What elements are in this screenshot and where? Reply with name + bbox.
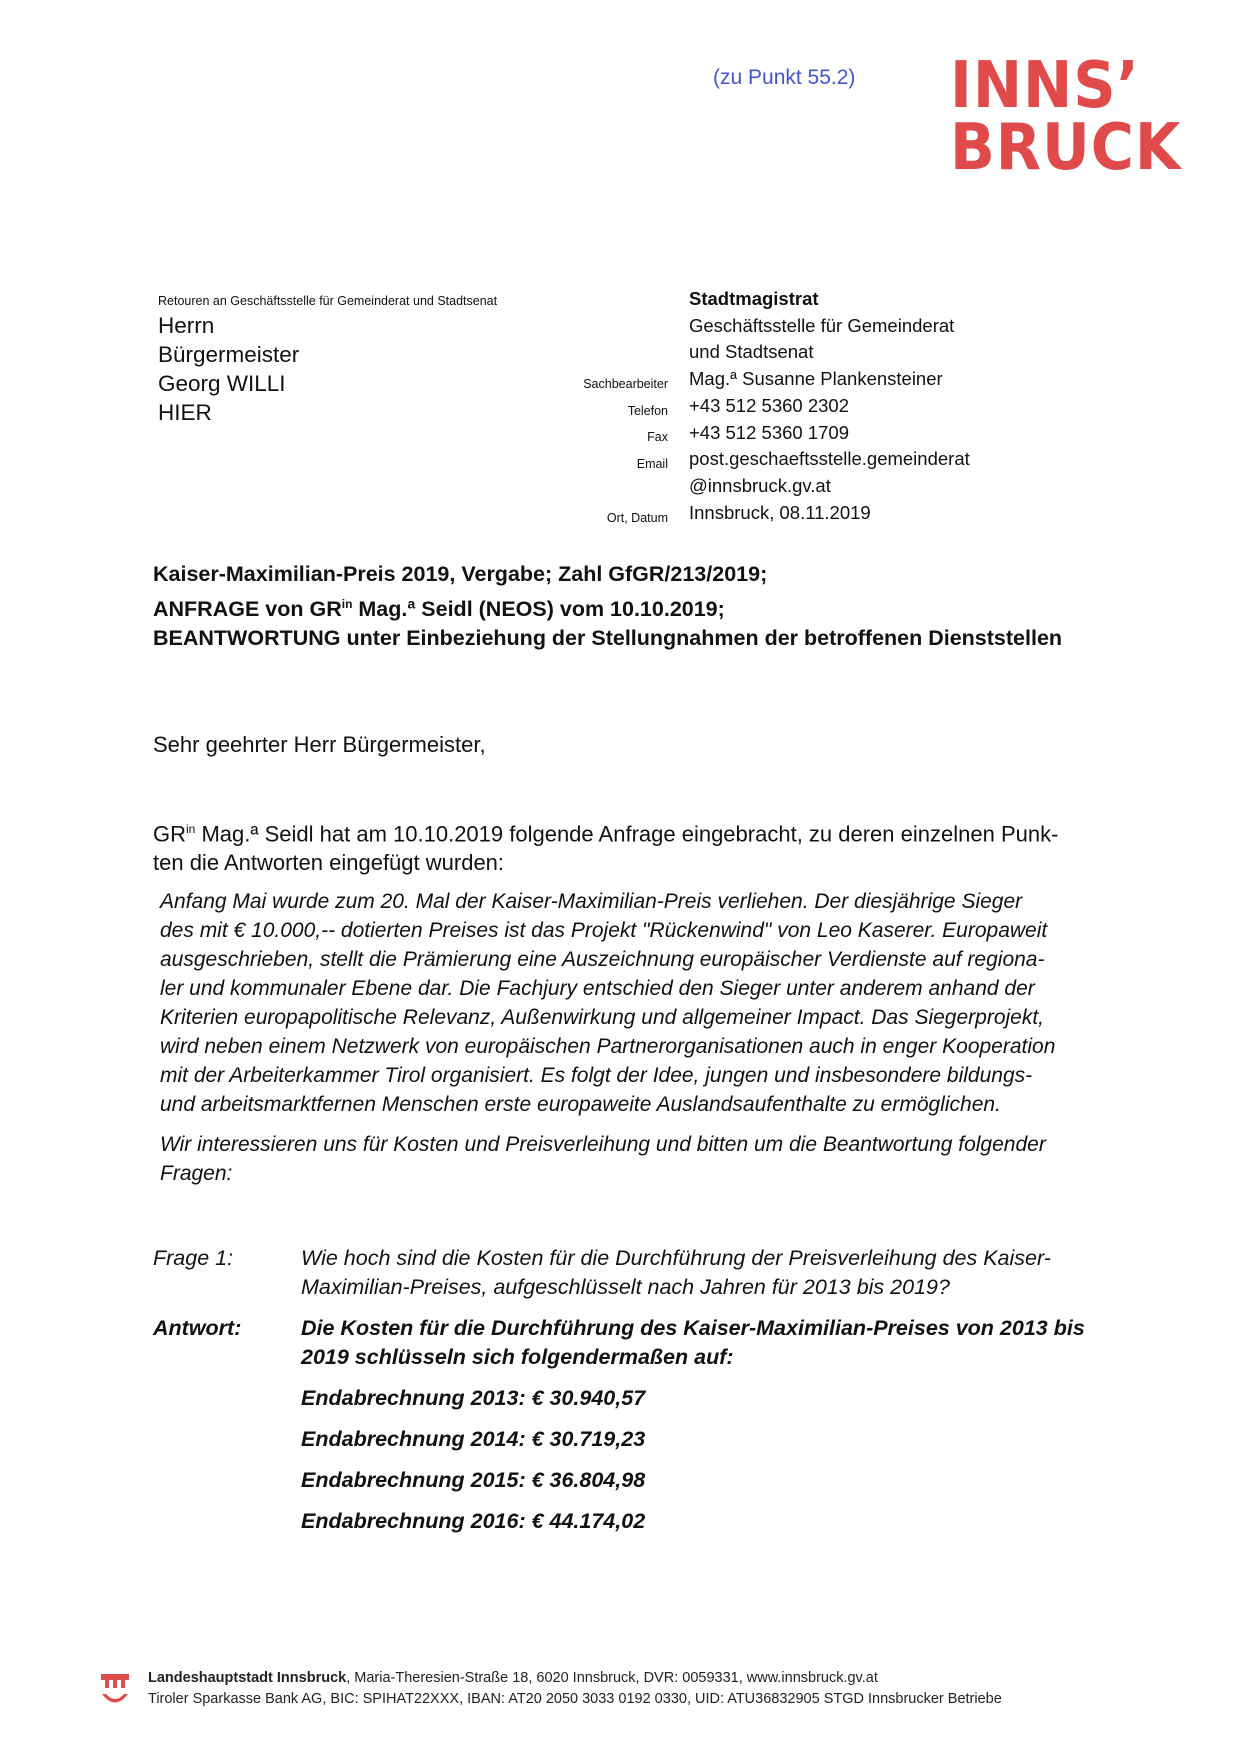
recipient-line: Herrn <box>158 313 215 338</box>
intro-line: ten die Antworten eingefügt wurden: <box>153 850 505 876</box>
quote-paragraph: Anfang Mai wurde zum 20. Mal der Kaiser-Maximilian-Preis verliehen. Der diesjährige Sieger des mit € 10.000,-- dotierten Preises ist das Projekt "Rückenwind" von Leo Kaserer. Europaweit ausgeschrieben, stellt die Prämierung eine Auszeichnung europäischer Verdienste auf regiona- ler und kommunaler Ebene dar. Die Fachjury entschied den Sieger unter anderem anhand der Kriterien europapolitische Relevanz, Außenwirkung und allgemeiner Impact. Das Siegerprojekt, wird neben einem Netzwerk von europäischen Partnerorganisationen auch in enger Kooperation mit der Arbeiterkammer Tirol organisiert. Es folgt der Idee, jungen und insbesondere bildungs- und arbeitsmarktfernen Menschen erste europaweite Auslandsaufenthalte zu ermöglichen. <box>160 890 1056 1116</box>
cost-line: Endabrechnung 2013: € 30.940,57 <box>301 1386 646 1410</box>
intro-paragraph <box>153 815 1133 877</box>
sender-label: Ort, Datum <box>606 510 668 525</box>
recipient-line: Bürgermeister <box>158 342 300 367</box>
inquiry-quote <box>160 887 1150 1199</box>
question-text: Wie hoch sind die Kosten für die Durchführung der Preisverleihung des Kaiser- Maximilian-Preises, aufgeschlüsselt nach Jahren für 2013 bis 2019? <box>301 1246 1051 1299</box>
subject-line: ANFRAGE von $GR^{in}$ Mag.ª Seidl (NEOS) vom 10.10.2019; <box>153 596 725 621</box>
sender-label: Fax <box>647 430 668 445</box>
recipient-line: HIER <box>158 400 212 425</box>
answer-row <box>153 1314 1153 1372</box>
salutation: Sehr geehrter Herr Bürgermeister, <box>153 732 486 757</box>
reference-note: (zu Punkt 55.2) <box>713 66 856 89</box>
quote-paragraph: Wir interessieren uns für Kosten und Preisverleihung und bitten um die Beantwortung folgender Fragen: <box>160 1133 1046 1185</box>
sender-department: Geschäftsstelle für Gemeinderat <box>689 314 955 336</box>
return-address-line: Retouren an Geschäftsstelle für Gemeinderat und Stadtsenat <box>158 294 498 308</box>
footer-line-2: Tiroler Sparkasse Bank AG, BIC: SPIHAT22XXX, IBAN: AT20 2050 3033 0192 0330, UID: ATU36832905 STGD Innsbrucker Betriebe <box>100 1689 1002 1710</box>
footer <box>100 1668 1002 1710</box>
answer-text: Die Kosten für die Durchführung des Kaiser-Maximilian-Preises von 2013 bis 2019 schlüsseln sich folgendermaßen auf: <box>301 1316 1085 1369</box>
question-row <box>153 1244 1153 1302</box>
intro-line: $GR^{in}$ Mag.ª Seidl hat am 10.10.2019 folgende Anfrage eingebracht, zu deren einzelnen Punk- <box>153 821 1059 847</box>
sender-labels <box>480 371 668 531</box>
sender-fax: +43 512 5360 1709 <box>689 421 849 443</box>
subject-line: BEANTWORTUNG unter Einbeziehung der Stellungnahmen der betroffenen Dienststellen <box>153 626 1063 651</box>
sender-phone: +43 512 5360 2302 <box>689 394 849 416</box>
sender-place-date: Innsbruck, 08.11.2019 <box>689 501 871 523</box>
subject-line: Kaiser-Maximilian-Preis 2019, Vergabe; Zahl GfGR/213/2019; <box>153 562 768 586</box>
footer-line-1: Landeshauptstadt Innsbruck , Maria-Theresien-Straße 18, 6020 Innsbruck, DVR: 0059331, www.innsbruck.gv.at <box>100 1668 1002 1689</box>
logo-line-2: BRUCK <box>950 111 1182 185</box>
sender-label <box>480 478 668 505</box>
sender-department: und Stadtsenat <box>689 341 814 363</box>
sender-email: post.geschaeftsstelle.gemeinderat <box>689 448 970 470</box>
bank-emblem-icon <box>100 1691 130 1709</box>
cost-line: Endabrechnung 2016: € 44.174,02 <box>301 1509 646 1533</box>
city-emblem-icon <box>100 1670 130 1688</box>
recipient-block <box>158 311 299 427</box>
sender-clerk: Mag.ª Susanne Plankensteiner <box>689 368 943 390</box>
cost-line: Endabrechnung 2014: € 30.719,23 <box>301 1427 646 1451</box>
sender-email-domain: @innsbruck.gv.at <box>689 474 831 496</box>
subject-block <box>153 560 1062 654</box>
sender-office: Stadtmagistrat <box>689 288 819 309</box>
innsbruck-logo <box>950 49 1182 185</box>
sender-label: Sachbearbeiter <box>583 377 668 391</box>
sender-label: Email <box>636 457 668 472</box>
sender-label: Telefon <box>627 403 668 418</box>
cost-line: Endabrechnung 2015: € 36.804,98 <box>301 1468 646 1492</box>
question-answer-block <box>153 1244 1153 1548</box>
logo-line-1: INNS’ <box>950 49 1140 123</box>
recipient-line: Georg WILLI <box>158 371 286 396</box>
sender-block <box>689 286 970 526</box>
answer-label: Antwort: <box>153 1316 242 1340</box>
question-label: Frage 1: <box>153 1246 234 1270</box>
